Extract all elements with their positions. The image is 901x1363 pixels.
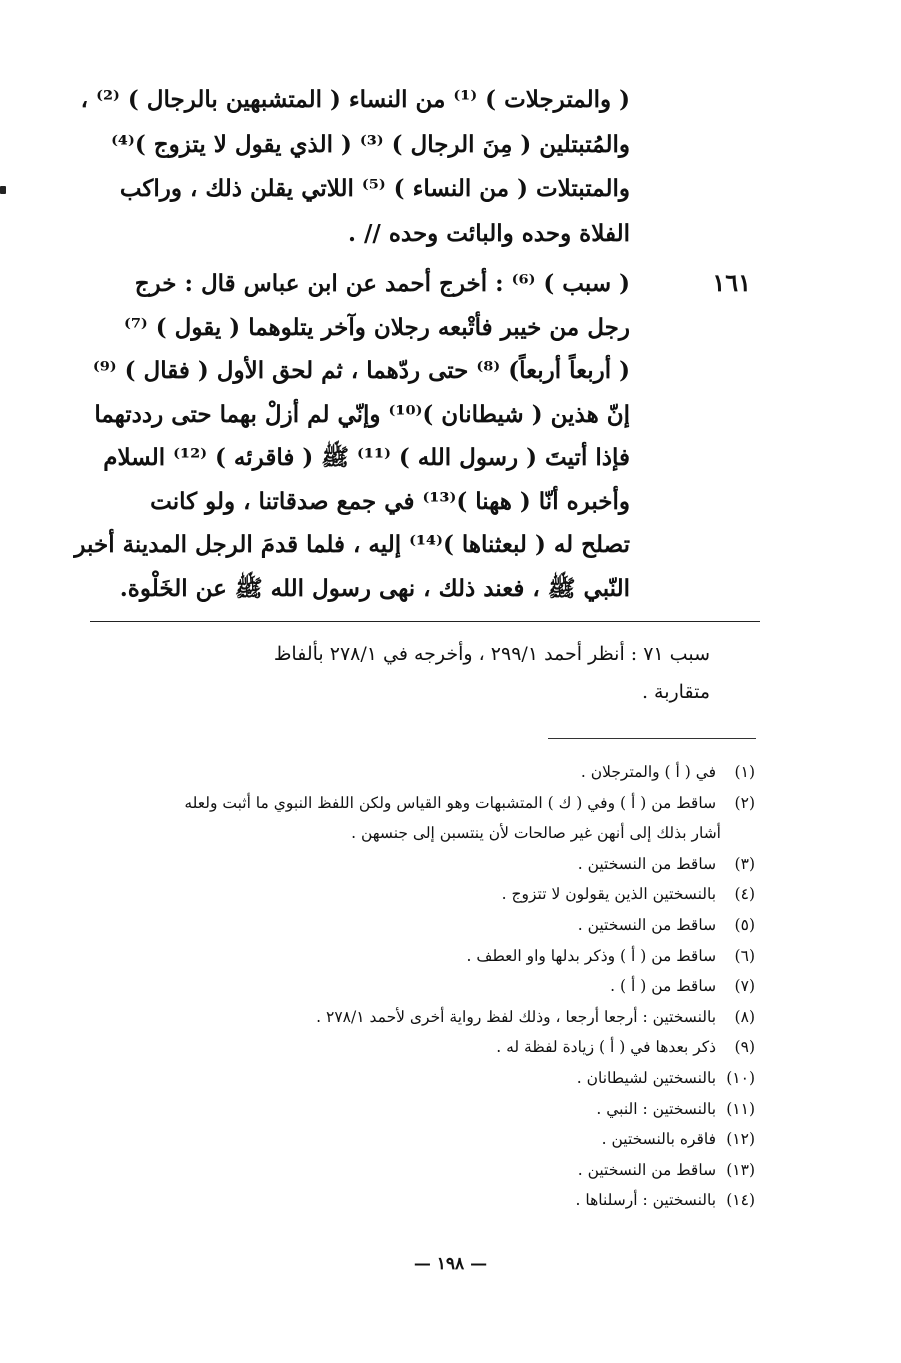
footnote-item	[85, 849, 755, 880]
footnote-item	[85, 941, 755, 972]
footnote-item	[85, 910, 755, 941]
page-number: — ١٩٨ —	[413, 1254, 488, 1274]
footnote-item	[85, 1032, 755, 1063]
footnote-number: (١٠)	[726, 1068, 755, 1087]
footnote-number: (٧)	[734, 977, 755, 996]
footnote-text: ذكر بعدها في ( أ ) زيادة لفظة له .	[496, 1038, 717, 1057]
footnote-item	[85, 1155, 755, 1186]
footnote-item	[85, 971, 755, 1002]
footnote-text: في ( أ ) والمترجلان .	[580, 763, 717, 781]
footnote-number: (٢)	[734, 793, 755, 812]
text-line: الفلاة وحده والبائت وحده // .	[348, 219, 630, 247]
footnote-continuation: أشار بذلك إلى أنهن غير صالحات لأن ينتسبن إلى جنسهن .	[351, 824, 721, 843]
main-text-paragraph-1	[80, 78, 630, 256]
footnote-item	[85, 1185, 755, 1216]
text-line: والمُتبتلين ( مِنَ الرجال ) ⁽³⁾ ( الذي يقول لا يتزوج )⁽⁴⁾	[111, 130, 630, 158]
source-note-line: سبب ٧١ : أنظر أحمد ٢٩٩/١ ، وأخرجه في ٢٧٨/١ بألفاظ	[273, 643, 710, 665]
footnote-divider	[548, 738, 756, 739]
source-note-line: متقاربة .	[641, 681, 710, 703]
footnote-text: ساقط من النسختين .	[577, 915, 717, 934]
footnote-item	[85, 1094, 755, 1125]
text-line: والمتبتلات ( من النساء ) ⁽⁵⁾ اللاتي يقلن ذلك ، وراكب	[119, 175, 630, 202]
footnote-text: فاقره بالنسختين .	[601, 1130, 717, 1149]
footnote-number: (١٤)	[726, 1191, 755, 1210]
footnote-text: ساقط من ( أ ) وفي ( ك ) المتشبهات وهو القياس ولكن اللفظ النبوي ما أثبت ولعله	[184, 793, 717, 812]
text-line: ( سبب ) ⁽⁶⁾ : أخرج أحمد عن ابن عباس قال : خرج	[134, 270, 630, 297]
footnote-number: (٥)	[734, 915, 755, 934]
footnote-number: (١)	[734, 763, 755, 781]
footnote-number: (١٢)	[726, 1130, 755, 1149]
footnote-number: (٤)	[734, 885, 755, 904]
footnote-text: ساقط من النسختين .	[577, 1160, 717, 1179]
footnote-number: (٦)	[734, 946, 755, 965]
footnote-text: بالنسختين : أرسلناها .	[575, 1191, 717, 1210]
text-line: ( أربعاً أربعاً) ⁽⁸⁾ حتى ردّهما ، ثم لحق الأول ( فقال ) ⁽⁹⁾	[92, 357, 630, 384]
text-line: النّبي ﷺ ، فعند ذلك ، نهى رسول الله ﷺ عن الخَلْوة.	[119, 574, 630, 602]
footnote-text: بالنسختين الذين يقولون لا تتزوج .	[501, 885, 717, 904]
footnote-item	[85, 879, 755, 910]
main-text-paragraph-2	[74, 262, 630, 610]
footnote-number: (٣)	[734, 854, 755, 873]
text-line: رجل من خيبر فأتْبعه رجلان وآخر يتلوهما ( يقول ) ⁽⁷⁾	[123, 313, 630, 341]
footnote-item	[85, 788, 755, 819]
footnote-item	[85, 1124, 755, 1155]
footnotes-list	[85, 757, 755, 1216]
text-line: تصلح له ( لبعثناها )⁽¹⁴⁾ إليه ، فلما قدمَ الرجل المدينة أخبر	[74, 531, 630, 558]
text-line: إنّ هذين ( شيطانان )⁽¹⁰⁾ وإنّي لم أزلْ بهما حتى رددتهما	[94, 400, 630, 428]
footnote-number: (١٣)	[726, 1160, 755, 1179]
footnote-text: بالنسختين : أرجعا أرجعا ، وذلك لفظ رواية أخرى لأحمد ٢٧٨/١ .	[316, 1007, 717, 1026]
footnote-text: بالنسختين لشيطانان .	[576, 1068, 717, 1087]
footnote-item	[85, 1002, 755, 1033]
text-line: وأخبره أنّا ( ههنا )⁽¹³⁾ في جمع صدقاتنا ، ولو كانت	[150, 487, 630, 515]
footnote-text: ساقط من ( أ ) .	[610, 977, 717, 996]
footnote-text: بالنسختين : النبي .	[596, 1099, 717, 1118]
footnote-number: (١١)	[726, 1099, 755, 1118]
entry-number: ١٦١	[712, 268, 751, 297]
footnote-text: ساقط من ( أ ) وذكر بدلها واو العطف .	[466, 946, 717, 965]
main-divider	[90, 621, 760, 622]
text-line: ( والمترجلات ) ⁽¹⁾ من النساء ( المتشبهين بالرجال ) ⁽²⁾ ،	[80, 86, 630, 113]
source-note	[100, 635, 710, 711]
footnote-item	[85, 1063, 755, 1094]
footnote-item	[85, 757, 755, 788]
page-edge-mark	[0, 186, 6, 194]
footnote-number: (٩)	[734, 1038, 755, 1057]
footnote-number: (٨)	[734, 1007, 755, 1026]
text-line: فإذا أتيتَ ( رسول الله ) ⁽¹¹⁾ ﷺ ( فاقرئه ) ⁽¹²⁾ السلام	[103, 444, 630, 471]
footnote-text: ساقط من النسختين .	[577, 854, 717, 873]
